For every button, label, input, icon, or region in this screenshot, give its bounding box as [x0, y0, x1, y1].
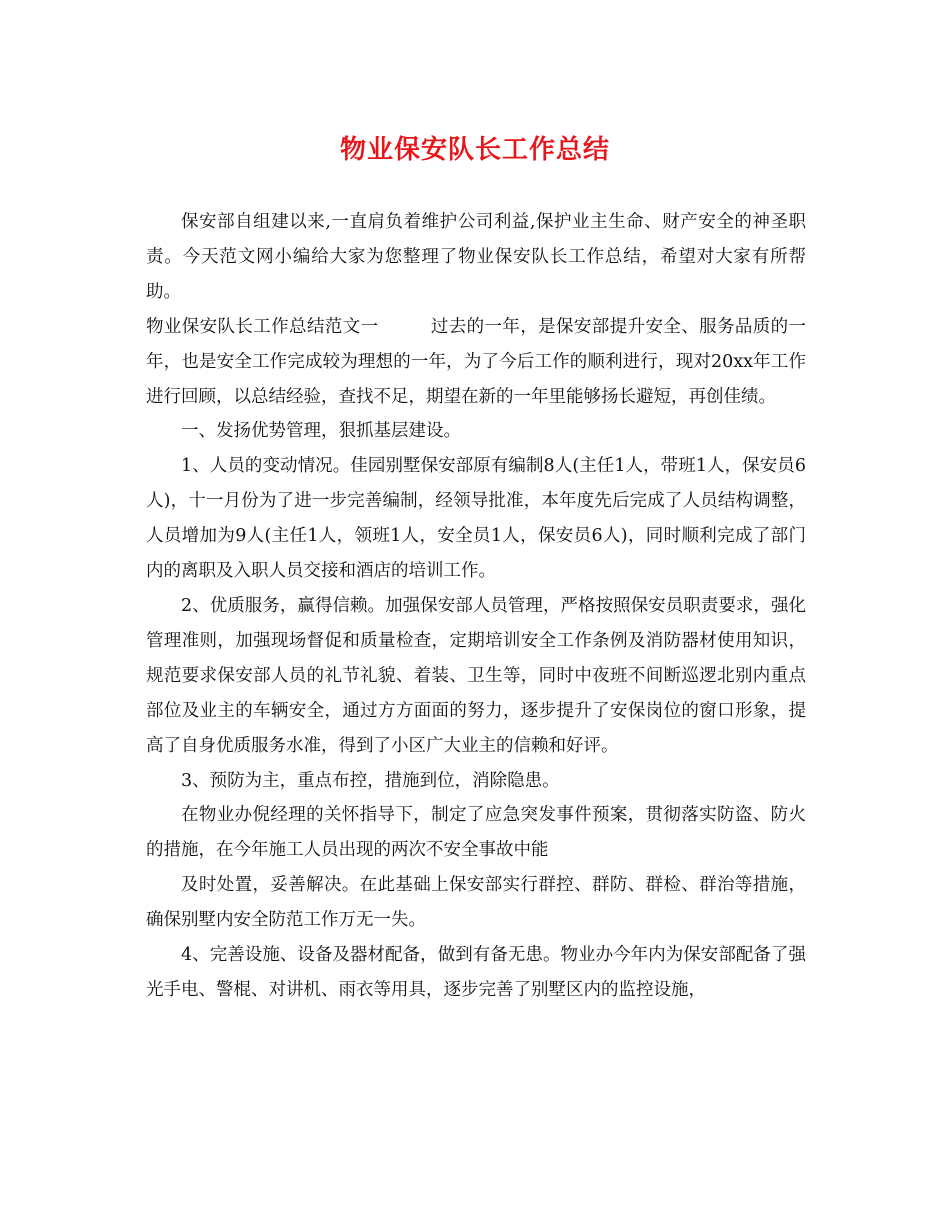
section-heading-1: 一、发扬优势管理，狠抓基层建设。 — [181, 421, 461, 442]
paragraph-sample-one — [146, 310, 806, 415]
paragraph-item-4: 4、完善设施、设备及器材配备，做到有备无患。物业办今年内为保安部配备了强光手电、警棍、对讲机、雨衣等用具，逐步完善了别墅区内的监控设施， — [146, 945, 806, 1000]
paragraph-intro: 保安部自组建以来,一直肩负着维护公司利益,保护业主生命、财产安全的神圣职责。今天范文网小编给大家为您整理了物业保安队长工作总结，希望对大家有所帮助。 — [146, 212, 806, 302]
sample-heading: 物业保安队长工作总结范文一 — [146, 316, 379, 337]
paragraph-item-2: 2、优质服务，赢得信赖。加强保安部人员管理，严格按照保安员职责要求，强化管理准则，加强现场督促和质量检查，定期培训安全工作条例及消防器材使用知识，规范要求保安部人员的礼节礼貌、着装、卫生等，同时中夜班不间断巡逻北别内重点部位及业主的车辆安全，通过方方面面的努力，逐步提升了安保岗位的窗口形象，提高了自身优质服务水准，得到了小区广大业主的信赖和好评。 — [146, 595, 806, 756]
paragraph-item-3-detail: 在物业办倪经理的关怀指导下，制定了应急突发事件预案，贯彻落实防盗、防火的措施，在今年施工人员出现的两次不安全事故中能 — [146, 805, 806, 861]
paragraph-item-3: 3、预防为主，重点布控，措施到位，消除隐患。 — [181, 770, 560, 791]
sample-text: 过去的一年，是保安部提升安全、服务品质的一年，也是安全工作完成较为理想的一年，为了今后工作的顺利进行，现对20xx年工作进行回顾，以总结经验，查找不足，期望在新的一年里能够扬长避短，再创佳绩。 — [146, 316, 807, 407]
document-body — [146, 205, 806, 1008]
paragraph-item-3-continued: 及时处置，妥善解决。在此基础上保安部实行群控、群防、群检、群治等措施，确保别墅内安全防范工作万无一失。 — [146, 875, 806, 931]
paragraph-item-1: 1、人员的变动情况。佳园别墅保安部原有编制8人(主任1人，带班1人，保安员6人)，十一月份为了进一步完善编制，经领导批准，本年度先后完成了人员结构调整，人员增加为9人(主任1人，领班1人，安全员1人，保安员6人)，同时顺利完成了部门内的离职及入职人员交接和酒店的培训工作。 — [146, 456, 806, 582]
document-title: 物业保安队长工作总结 — [339, 135, 610, 165]
